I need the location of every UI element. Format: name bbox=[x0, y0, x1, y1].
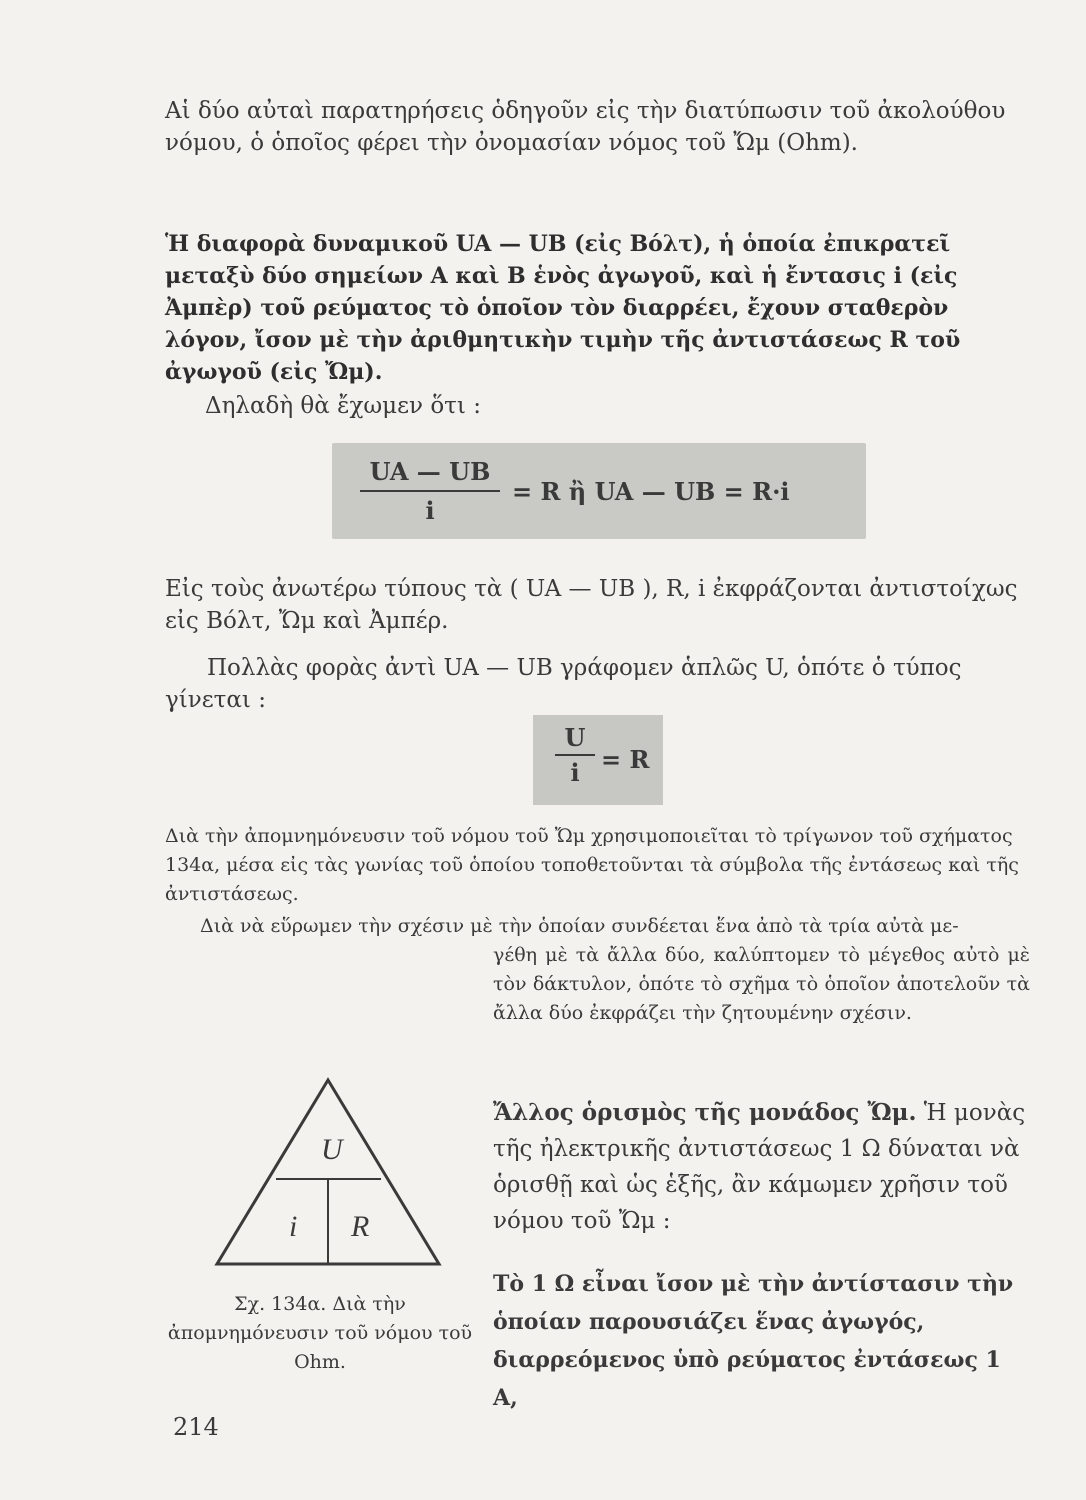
ohm-triangle-diagram bbox=[213, 1076, 443, 1268]
simplified-numerator: U bbox=[555, 723, 595, 756]
triangle-label-u: U bbox=[321, 1133, 343, 1166]
ohm-law-statement: Ἡ διαφορὰ δυναμικοῦ UA — UB (εἰς Βόλτ), ἡ ὁποία ἐπικρατεῖ μεταξὺ δύο σημείων Α καὶ Β ἑνὸς ἀγωγοῦ, καὶ ἡ ἔντασις i (εἰς Ἀμπὲρ) τοῦ ρεύματος τὸ ὁποῖον τὸν διαρρέει, ἔχουν σταθερὸν λόγον, ἴσον μὲ τὴν ἀριθμητικὴν τιμὴν τῆς ἀντιστάσεως R τοῦ ἀγωγοῦ (εἰς Ὤμ). bbox=[165, 231, 961, 385]
triangle-label-r: R bbox=[351, 1210, 370, 1243]
ohm-definition: Τὸ 1 Ω εἶναι ἴσον μὲ τὴν ἀντίστασιν τὴν ὁποίαν παρουσιάζει ἕνας ἀγωγός, διαρρεόμενος ὑπὸ ρεύματος ἐντάσεως 1 Α, bbox=[493, 1271, 1014, 1411]
simplified-equality: = R bbox=[601, 745, 650, 774]
intro-paragraph: Αἱ δύο αὐταὶ παρατηρήσεις ὁδηγοῦν εἰς τὴν διατύπωσιν τοῦ ἀκολούθου νόμου, ὁ ὁποῖος φέρει τὴν ὀνομασίαν νόμος τοῦ Ὤμ (Ohm). bbox=[165, 98, 1006, 156]
triangle-label-i: i bbox=[289, 1210, 298, 1243]
figure-caption: Σχ. 134α. Διὰ τὴν ἀπομνημόνευσιν τοῦ νόμου τοῦ Ohm. bbox=[167, 1293, 473, 1373]
formula-numerator: UA — UB bbox=[360, 457, 500, 492]
formula-fraction bbox=[360, 457, 500, 525]
find-relation-first-line: Διὰ νὰ εὕρωμεν τὴν σχέσιν μὲ τὴν ὁποίαν συνδέεται ἕνα ἀπὸ τὰ τρία αὐτὰ με- bbox=[200, 915, 959, 937]
simplify-paragraph: Πολλὰς φορὰς ἀντὶ UA — UB γράφομεν ἁπλῶς U, ὁπότε ὁ τύπος γίνεται : bbox=[165, 655, 962, 713]
simplified-formula-box bbox=[533, 715, 663, 805]
ohm-law-formula-box bbox=[332, 443, 866, 539]
other-definition-text: Ἡ μονὰς τῆς ἠλεκτρικῆς ἀντιστάσεως 1 Ω δύναται νὰ ὁρισθῇ καὶ ὡς ἑξῆς, ἂν κάμωμεν χρῆσιν τοῦ νόμου τοῦ Ὤμ : bbox=[493, 1100, 1026, 1234]
formula-equality: = R ἢ UA — UB = R·i bbox=[512, 477, 790, 506]
thus-line: Δηλαδὴ θὰ ἔχωμεν ὅτι : bbox=[205, 393, 481, 419]
other-definition-title: Ἄλλος ὁρισμὸς τῆς μονάδος Ὤμ. bbox=[493, 1099, 917, 1126]
simplified-fraction bbox=[555, 723, 595, 787]
formula-denominator: i bbox=[425, 496, 435, 525]
triangle-note-paragraph: Διὰ τὴν ἀπομνημόνευσιν τοῦ νόμου τοῦ Ὤμ χρησιμοποιεῖται τὸ τρίγωνον τοῦ σχήματος 134α, μέσα εἰς τὰς γωνίας τοῦ ὁποίου τοποθετοῦνται τὰ σύμβολα τῆς ἐντάσεως καὶ τῆς ἀντιστάσεως. bbox=[165, 825, 1019, 905]
find-relation-rest: γέθη μὲ τὰ ἄλλα δύο, καλύπτομεν τὸ μέγεθος αὐτὸ μὲ τὸν δάκτυλον, ὁπότε τὸ σχῆμα τὸ ὁποῖον ἀποτελοῦν τὰ ἄλλα δύο ἐκφράζει τὴν ζητουμένην σχέσιν. bbox=[493, 944, 1030, 1024]
simplified-denominator: i bbox=[570, 758, 580, 787]
other-definition-paragraph bbox=[493, 1095, 1030, 1239]
units-paragraph: Εἰς τοὺς ἀνωτέρω τύπους τὰ ( UA — UB ), R, i ἐκφράζονται ἀντιστοίχως εἰς Βόλτ, Ὤμ καὶ Ἀμπέρ. bbox=[165, 576, 1018, 634]
page-number: 214 bbox=[173, 1413, 219, 1441]
